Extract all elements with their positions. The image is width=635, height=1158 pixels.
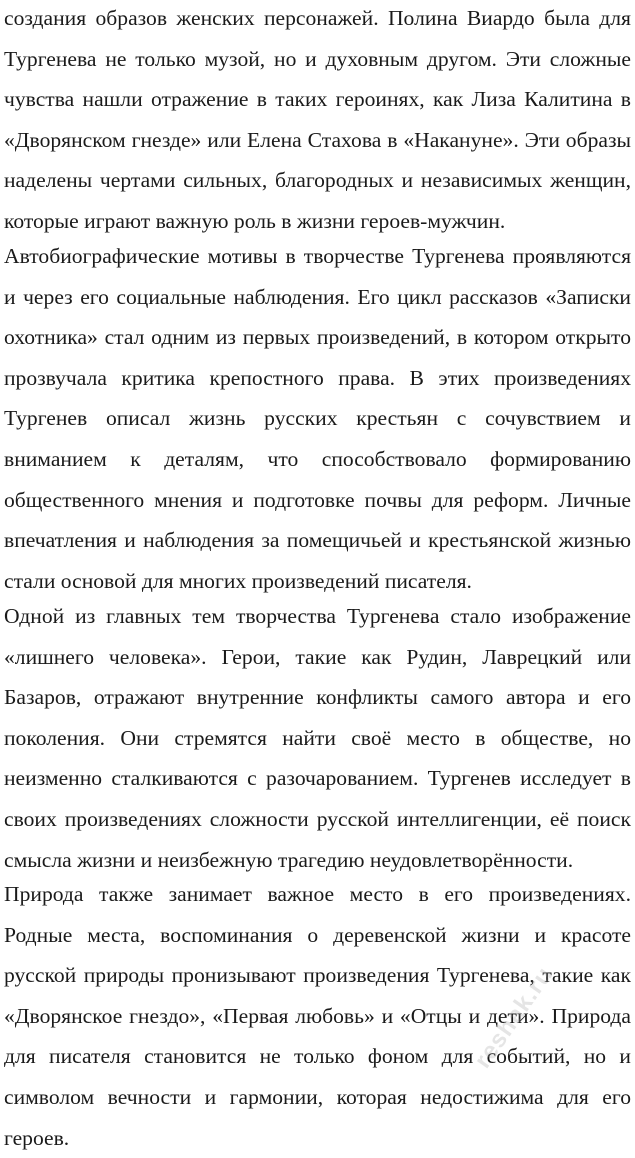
paragraph-4: Природа также занимает важное место в его произведениях. Родные места, воспоминания о деревенской жизни и красоте русской природы пронизывают произведения Тургенева, такие как «Дворянское гнездо», «Первая любовь» и «Отцы и дети». Природа для писателя становится не только фоном для событий, но и символом вечности и гармонии, которая недостижима для его героев. (4, 882, 631, 1150)
paragraph-3: Одной из главных тем творчества Тургенева стало изображение «лишнего человека». Герои, такие как Рудин, Лаврецкий или Базаров, отражают внутренние конфликты самого автора и его поколения. Они стремятся найти своё место в обществе, но неизменно сталкиваются с разочарованием. Тургенев исследует в своих произведениях сложности русской интеллигенции, её поиск смысла жизни и неизбежную трагедию неудовлетворённости. (4, 604, 631, 872)
watermark: reshak.ru (469, 961, 559, 1074)
paragraph-2: Автобиографические мотивы в творчестве Тургенева проявляются и через его социальные наблюдения. Его цикл рассказов «Записки охотника» стал одним из первых произведений, в котором открыто прозвучала критика крепостного права. В этих произведениях Тургенев описал жизнь русских крестьян с сочувствием и вниманием к деталям, что способствовало формированию общественного мнения и подготовке почвы для реформ. Личные впечатления и наблюдения за помещичьей и крестьянской жизнью стали основой для многих произведений писателя. (4, 244, 631, 593)
paragraph-1: создания образов женских персонажей. Полина Виардо была для Тургенева не только музой, но и духовным другом. Эти сложные чувства нашли отражение в таких героинях, как Лиза Калитина в «Дворянском гнезде» или Елена Стахова в «Накануне». Эти образы наделены чертами сильных, благородных и независимых женщин, которые играют важную роль в жизни героев-мужчин. (4, 6, 631, 233)
